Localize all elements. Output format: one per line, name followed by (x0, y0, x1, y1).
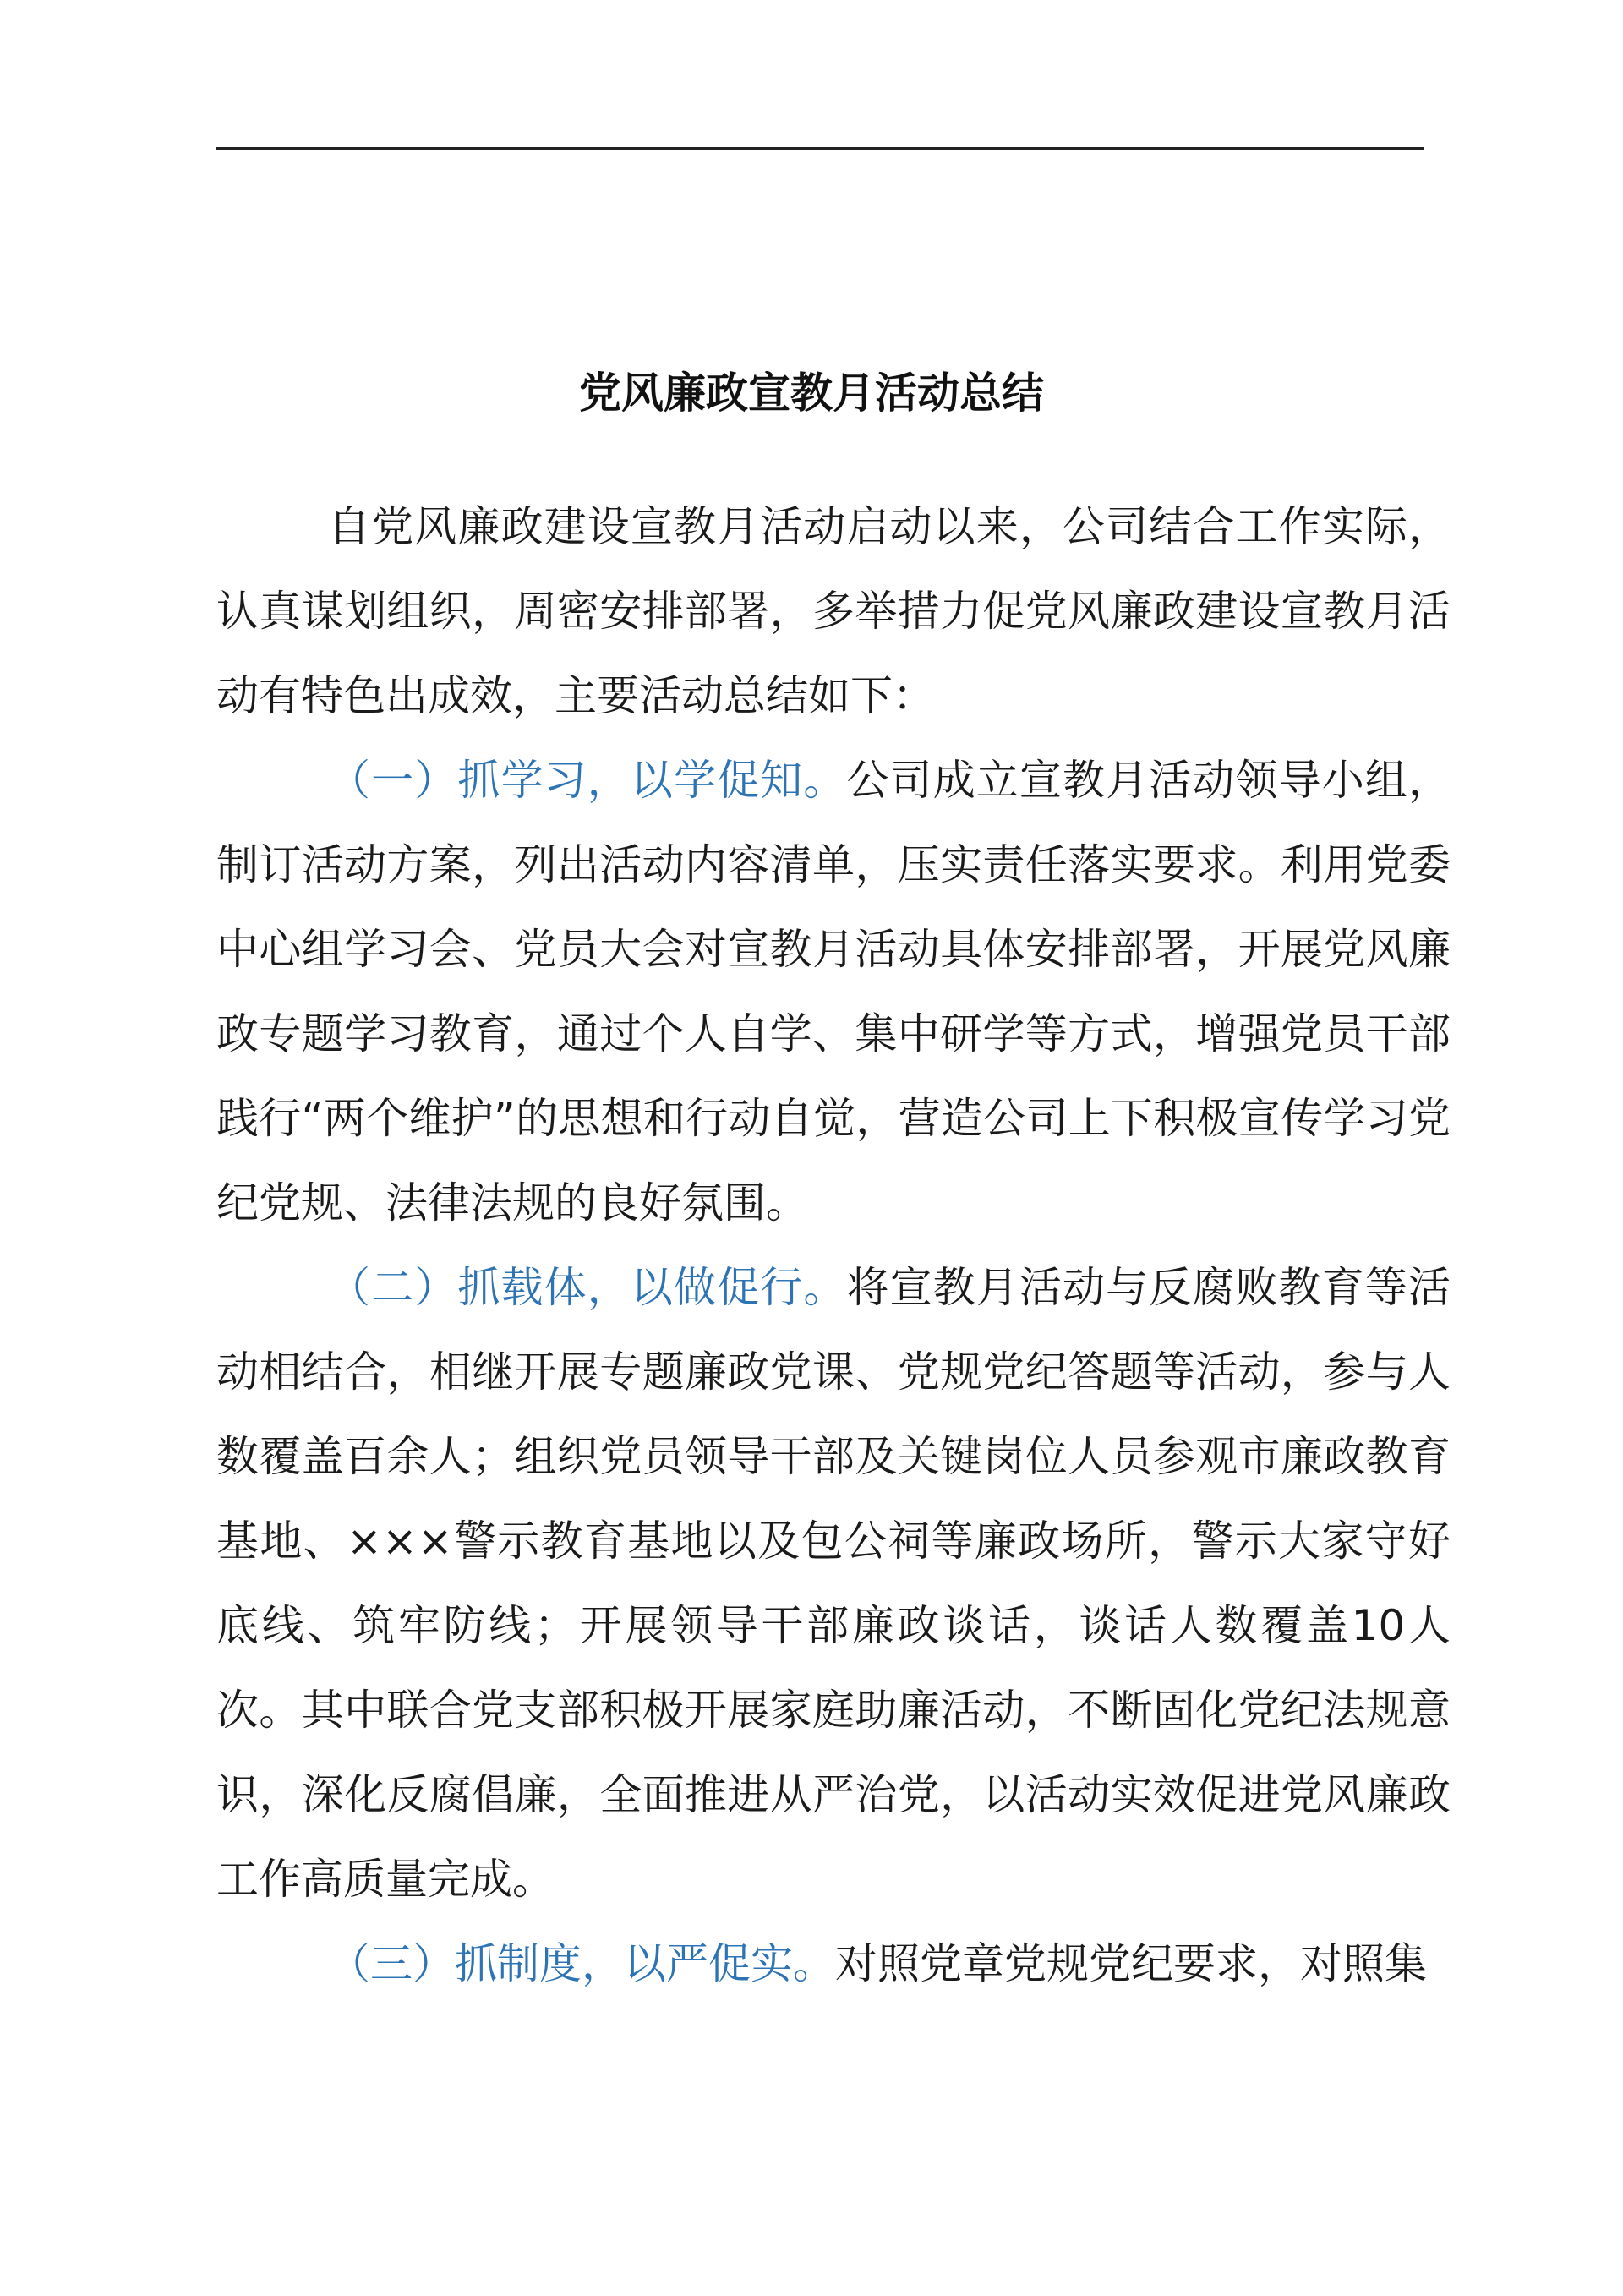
section-text: 对照党章党规党纪要求，对照集 (835, 1939, 1427, 1988)
document-body (216, 484, 1451, 2006)
document-title: 党风廉政宣教月活动总结 (579, 369, 1044, 418)
section-paragraph (216, 1922, 1451, 2006)
section-heading: （一）抓学习，以学促知。 (328, 756, 847, 805)
header-rule (216, 147, 1424, 150)
section-heading: （三）抓制度，以严促实。 (328, 1939, 835, 1988)
section-paragraph (216, 1245, 1451, 1922)
section-text: 将宣教月活动与反腐败教育等活动相结合，相继开展专题廉政党课、党规党纪答题等活动，参与人数覆盖百余人；组织党员领导干部及关键岗位人员参观市廉政教育基地、×××警示教育基地以及包公祠等廉政场所，警示大家守好底线、筑牢防线；开展领导干部廉政谈话，谈话人数覆盖10人次。其中联合党支部积极开展家庭助廉活动，不断固化党纪法规意识，深化反腐倡廉，全面推进从严治党，以活动实效促进党风廉政工作高质量完成。 (216, 1263, 1451, 1904)
intro-paragraph: 自党风廉政建设宣教月活动启动以来，公司结合工作实际，认真谋划组织，周密安排部署，多举措力促党风廉政建设宣教月活动有特色出成效，主要活动总结如下： (216, 502, 1451, 720)
section-paragraph (216, 738, 1451, 1245)
section-heading: （二）抓载体，以做促行。 (328, 1263, 847, 1312)
section-text: 公司成立宣教月活动领导小组，制订活动方案，列出活动内容清单，压实责任落实要求。利用党委中心组学习会、党员大会对宣教月活动具体安排部署，开展党风廉政专题学习教育，通过个人自学、集中研学等方式，增强党员干部践行“两个维护”的思想和行动自觉，营造公司上下积极宣传学习党纪党规、法律法规的良好氛围。 (216, 756, 1451, 1227)
